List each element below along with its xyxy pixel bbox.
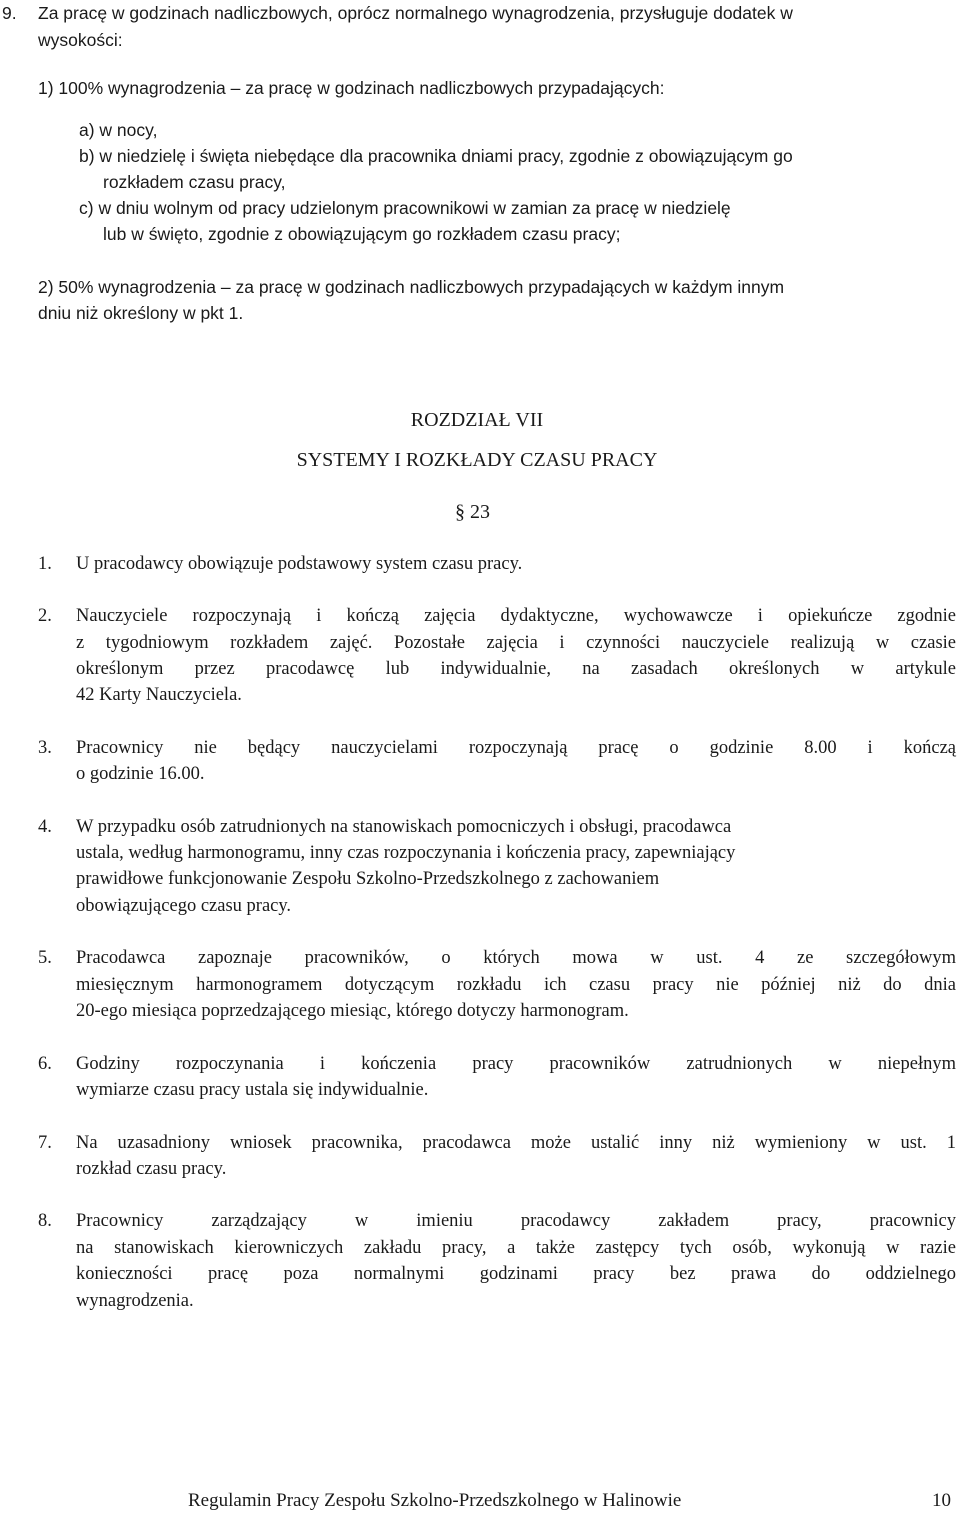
item-9-1-c-line-1: c) w dniu wolnym od pracy udzielonym pracownikowi w zamian za pracę w niedzielę: [79, 198, 731, 218]
p3-number: 3.: [38, 738, 52, 758]
p8-line-1: Pracownicy zarządzający w imieniu pracodawcy zakładem pracy, pracownicy: [76, 1211, 956, 1231]
footer-title: Regulamin Pracy Zespołu Szkolno-Przedszkolnego w Halinowie: [188, 1490, 682, 1511]
p6-line-2: wymiarze czasu pracy ustala się indywidualnie.: [76, 1080, 429, 1100]
p6-line-1: Godziny rozpoczynania i kończenia pracy pracowników zatrudnionych w niepełnym: [76, 1054, 956, 1074]
item-9-1-c-line-2: lub w święto, zgodnie z obowiązującym go rozkładem czasu pracy;: [103, 224, 621, 244]
footer-page-number: 10: [932, 1490, 951, 1511]
p1-number: 1.: [38, 554, 52, 574]
p5-line-3: 20-ego miesiąca poprzedzającego miesiąc, którego dotyczy harmonogram.: [76, 1001, 629, 1021]
p3-line-2: o godzinie 16.00.: [76, 764, 205, 784]
item-9-1-b-line-1: b) w niedzielę i święta niebędące dla pracownika dniami pracy, zgodnie z obowiązującym go: [79, 146, 793, 166]
item-9-line-2: wysokości:: [38, 30, 123, 50]
p8-line-3: konieczności pracę poza normalnymi godzinami pracy bez prawa do oddzielnego: [76, 1264, 956, 1284]
section-sign: § 23: [455, 501, 490, 523]
chapter-title: ROZDZIAŁ VII: [410, 409, 544, 431]
p4-line-4: obowiązującego czasu pracy.: [76, 896, 292, 916]
item-9-1-b-line-2: rozkładem czasu pracy,: [103, 172, 286, 192]
item-9-1-a: a) w nocy,: [79, 120, 158, 140]
p7-line-2: rozkład czasu pracy.: [76, 1159, 227, 1179]
p8-line-2: na stanowiskach kierowniczych zakładu pracy, a także zastępcy tych osób, wykonują w razie: [76, 1238, 956, 1258]
p2-line-4: 42 Karty Nauczyciela.: [76, 685, 242, 705]
p2-number: 2.: [38, 606, 52, 626]
item-9-1-line-1: 1) 100% wynagrodzenia – za pracę w godzinach nadliczbowych przypadających:: [38, 78, 665, 98]
p2-line-1: Nauczyciele rozpoczynają i kończą zajęcia dydaktyczne, wychowawcze i opiekuńcze zgodnie: [76, 606, 956, 626]
p2-line-3: określonym przez pracodawcę lub indywidualnie, na zasadach określonych w artykule: [76, 659, 956, 679]
p4-line-3: prawidłowe funkcjonowanie Zespołu Szkolno-Przedszkolnego z zachowaniem: [76, 869, 660, 889]
p1-line-1: U pracodawcy obowiązuje podstawowy system czasu pracy.: [76, 554, 523, 574]
p7-number: 7.: [38, 1133, 52, 1153]
p2-line-2: z tygodniowym rozkładem zajęć. Pozostałe zajęcia i czynności nauczyciele realizują w czasie: [76, 633, 956, 653]
item-9-line-1: Za pracę w godzinach nadliczbowych, oprócz normalnego wynagrodzenia, przysługuje dodatek w: [38, 3, 793, 23]
p5-number: 5.: [38, 948, 52, 968]
p6-number: 6.: [38, 1054, 52, 1074]
chapter-subtitle: SYSTEMY I ROZKŁADY CZASU PRACY: [296, 449, 658, 471]
p8-number: 8.: [38, 1211, 52, 1231]
p3-line-1: Pracownicy nie będący nauczycielami rozpoczynają pracę o godzinie 8.00 i kończą: [76, 738, 956, 758]
p7-line-1: Na uzasadniony wniosek pracownika, pracodawca może ustalić inny niż wymieniony w ust. 1: [76, 1133, 956, 1153]
p5-line-1: Pracodawca zapoznaje pracowników, o których mowa w ust. 4 ze szczegółowym: [76, 948, 956, 968]
p4-line-2: ustala, według harmonogramu, inny czas rozpoczynania i kończenia pracy, zapewniający: [76, 843, 736, 863]
item-9-number: 9.: [2, 3, 17, 23]
p5-line-2: miesięcznym harmonogramem dotyczącym rozkładu ich czasu pracy nie później niż do dnia: [76, 975, 956, 995]
p4-line-1: W przypadku osób zatrudnionych na stanowiskach pomocniczych i obsługi, pracodawca: [76, 817, 732, 837]
item-9-2-line-1: 2) 50% wynagrodzenia – za pracę w godzinach nadliczbowych przypadających w każdym innym: [38, 277, 785, 297]
p4-number: 4.: [38, 817, 52, 837]
p8-line-4: wynagrodzenia.: [76, 1291, 194, 1311]
item-9-2-line-2: dniu niż określony w pkt 1.: [38, 303, 244, 323]
